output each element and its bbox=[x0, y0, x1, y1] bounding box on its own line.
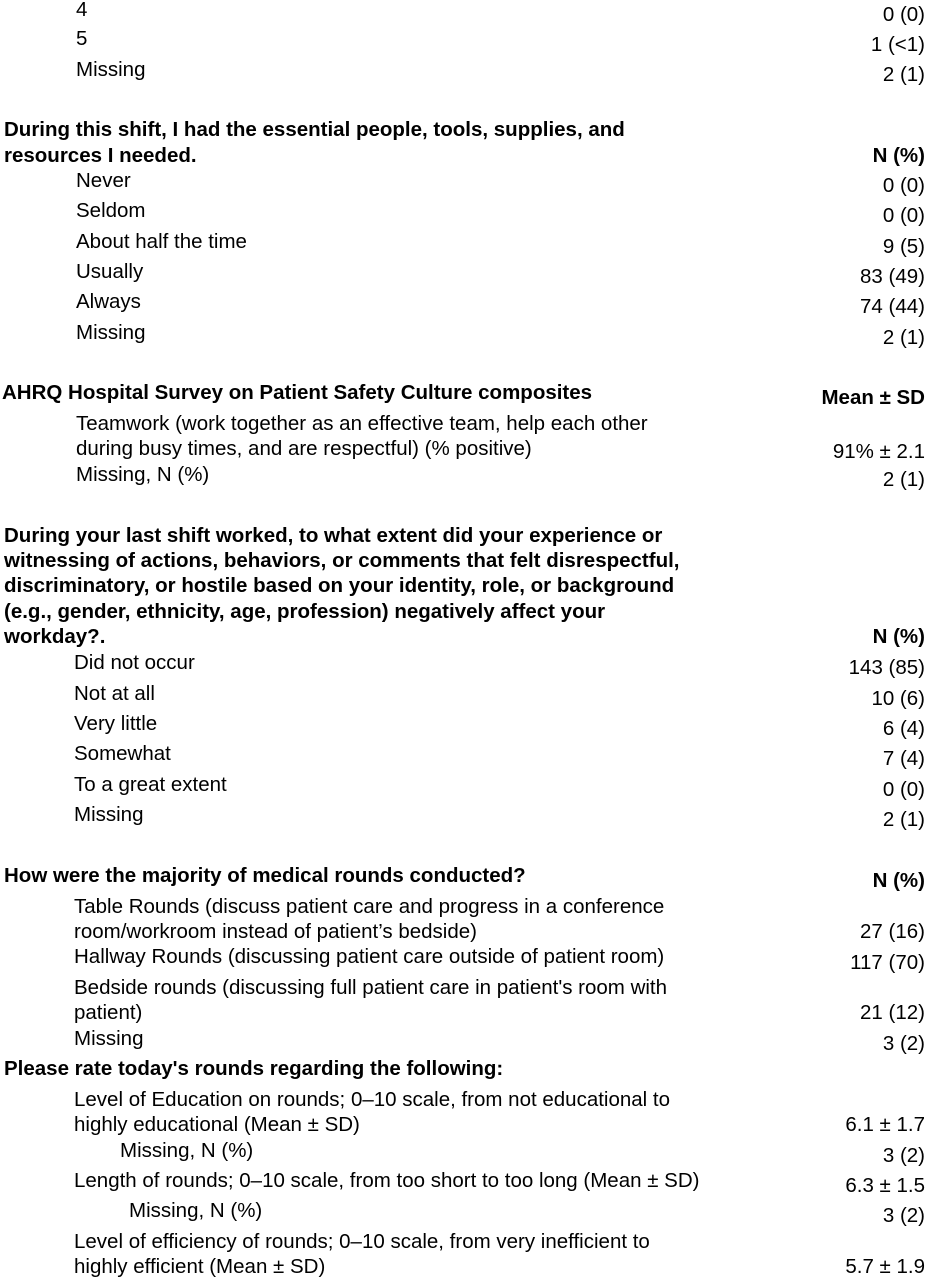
row-value: 117 (70) bbox=[850, 951, 925, 974]
table-row bbox=[0, 655, 925, 681]
row-value: 7 (4) bbox=[882, 747, 925, 770]
row-value: 0 (0) bbox=[882, 174, 925, 197]
row-label: Usually bbox=[76, 260, 144, 283]
row-value: 74 (44) bbox=[860, 295, 925, 318]
row-label: Missing bbox=[76, 321, 146, 344]
row-value: 1 (<1) bbox=[870, 33, 925, 56]
table-row: Level of efficiency of rounds; 0–10 scale, from very inefficient to bbox=[74, 1230, 650, 1253]
table-row: Teamwork (work together as an effective team, help each other bbox=[76, 412, 648, 435]
row-value: 0 (0) bbox=[882, 778, 925, 801]
section-heading: (e.g., gender, ethnicity, age, profession) negatively affect your bbox=[4, 600, 606, 623]
row-value: 0 (0) bbox=[882, 3, 925, 26]
stat-header: N (%) bbox=[872, 144, 925, 167]
row-value: 2 (1) bbox=[882, 468, 925, 491]
table-row: during busy times, and are respectful) (% positive) bbox=[76, 437, 532, 460]
row-value: 3 (2) bbox=[882, 1144, 925, 1167]
row-value: 6 (4) bbox=[882, 717, 925, 740]
row-label: To a great extent bbox=[74, 773, 227, 796]
stat-header: N (%) bbox=[872, 869, 925, 892]
section-heading: Please rate today's rounds regarding the following: bbox=[4, 1057, 504, 1080]
table-row bbox=[0, 807, 925, 833]
stat-header: N (%) bbox=[872, 625, 925, 648]
table-row bbox=[0, 746, 925, 772]
table-row: room/workroom instead of patient’s bedside) 27 (16) bbox=[74, 920, 925, 943]
table-row: Table Rounds (discuss patient care and progress in a conference bbox=[74, 895, 665, 918]
row-value: 2 (1) bbox=[882, 808, 925, 831]
table-row bbox=[0, 2, 925, 28]
table-row bbox=[0, 777, 925, 803]
table-row bbox=[0, 716, 925, 742]
row-label: Seldom bbox=[76, 199, 146, 222]
table-row: Hallway Rounds (discussing patient care outside of patient room) bbox=[74, 945, 665, 968]
table-row bbox=[0, 467, 925, 493]
row-value: 5.7 ± 1.9 bbox=[845, 1255, 925, 1278]
row-label: Missing bbox=[74, 803, 144, 826]
row-label: Missing bbox=[76, 58, 146, 81]
row-label: Not at all bbox=[74, 682, 155, 705]
row-label: Never bbox=[76, 169, 131, 192]
row-value: 27 (16) bbox=[860, 920, 925, 943]
stat-header: Mean ± SD bbox=[821, 386, 925, 409]
section-heading: witnessing of actions, behaviors, or comments that felt disrespectful, bbox=[4, 549, 680, 572]
row-label: Always bbox=[76, 290, 141, 313]
row-label: 5 bbox=[76, 27, 88, 50]
table-row bbox=[0, 203, 925, 229]
row-value: 6.1 ± 1.7 bbox=[845, 1113, 925, 1136]
section-heading: During this shift, I had the essential people, tools, supplies, and bbox=[4, 118, 625, 141]
row-value: 9 (5) bbox=[882, 235, 925, 258]
stat-header-row bbox=[0, 385, 925, 411]
table-row bbox=[0, 264, 925, 290]
row-value: 2 (1) bbox=[882, 326, 925, 349]
table-row: Level of Education on rounds; 0–10 scale, from not educational to bbox=[74, 1088, 671, 1111]
row-value: 143 (85) bbox=[848, 656, 925, 679]
section-heading: AHRQ Hospital Survey on Patient Safety Culture composites bbox=[2, 381, 593, 404]
section-heading: discriminatory, or hostile based on your identity, role, or background bbox=[4, 574, 675, 597]
row-value: 21 (12) bbox=[860, 1001, 925, 1024]
table-row bbox=[0, 686, 925, 712]
table-row bbox=[0, 950, 925, 976]
row-value: 3 (2) bbox=[882, 1032, 925, 1055]
table-row: Missing, N (%) bbox=[129, 1199, 263, 1222]
table-row bbox=[0, 325, 925, 351]
row-label: About half the time bbox=[76, 230, 247, 253]
stat-header-row bbox=[0, 868, 925, 894]
row-label: Somewhat bbox=[74, 742, 171, 765]
table-row bbox=[0, 32, 925, 58]
table-row bbox=[0, 294, 925, 320]
table-row: Missing, N (%) bbox=[120, 1139, 254, 1162]
section-heading: workday?. N (%) bbox=[4, 625, 925, 648]
table-row bbox=[0, 62, 925, 88]
row-value: 2 (1) bbox=[882, 63, 925, 86]
table-row: Bedside rounds (discussing full patient care in patient's room with bbox=[74, 976, 668, 999]
table-row bbox=[0, 173, 925, 199]
row-value: 6.3 ± 1.5 bbox=[845, 1174, 925, 1197]
table-row: Missing, N (%) bbox=[76, 463, 210, 486]
table-row: patient) 21 (12) bbox=[74, 1001, 925, 1024]
row-value: 3 (2) bbox=[882, 1204, 925, 1227]
table-row bbox=[0, 234, 925, 260]
table-row: highly educational (Mean ± SD) 6.1 ± 1.7 bbox=[74, 1113, 925, 1136]
row-value: 91% ± 2.1 bbox=[832, 440, 925, 463]
table-row: Missing bbox=[74, 1027, 144, 1050]
section-heading: During your last shift worked, to what extent did your experience or bbox=[4, 524, 663, 547]
table-row bbox=[0, 1173, 925, 1199]
table-row: Length of rounds; 0–10 scale, from too short to too long (Mean ± SD) bbox=[74, 1169, 700, 1192]
section-heading: How were the majority of medical rounds conducted? bbox=[4, 864, 526, 887]
table-row bbox=[0, 1143, 925, 1169]
table-row: highly efficient (Mean ± SD) 5.7 ± 1.9 bbox=[74, 1255, 925, 1278]
row-label: Very little bbox=[74, 712, 158, 735]
row-label: 4 bbox=[76, 0, 88, 21]
table-row bbox=[0, 1031, 925, 1057]
row-value: 0 (0) bbox=[882, 204, 925, 227]
row-value: 83 (49) bbox=[860, 265, 925, 288]
row-value: 10 (6) bbox=[871, 687, 925, 710]
row-label: Did not occur bbox=[74, 651, 195, 674]
table-row bbox=[0, 1203, 925, 1229]
section-heading: resources I needed. N (%) bbox=[4, 144, 925, 167]
